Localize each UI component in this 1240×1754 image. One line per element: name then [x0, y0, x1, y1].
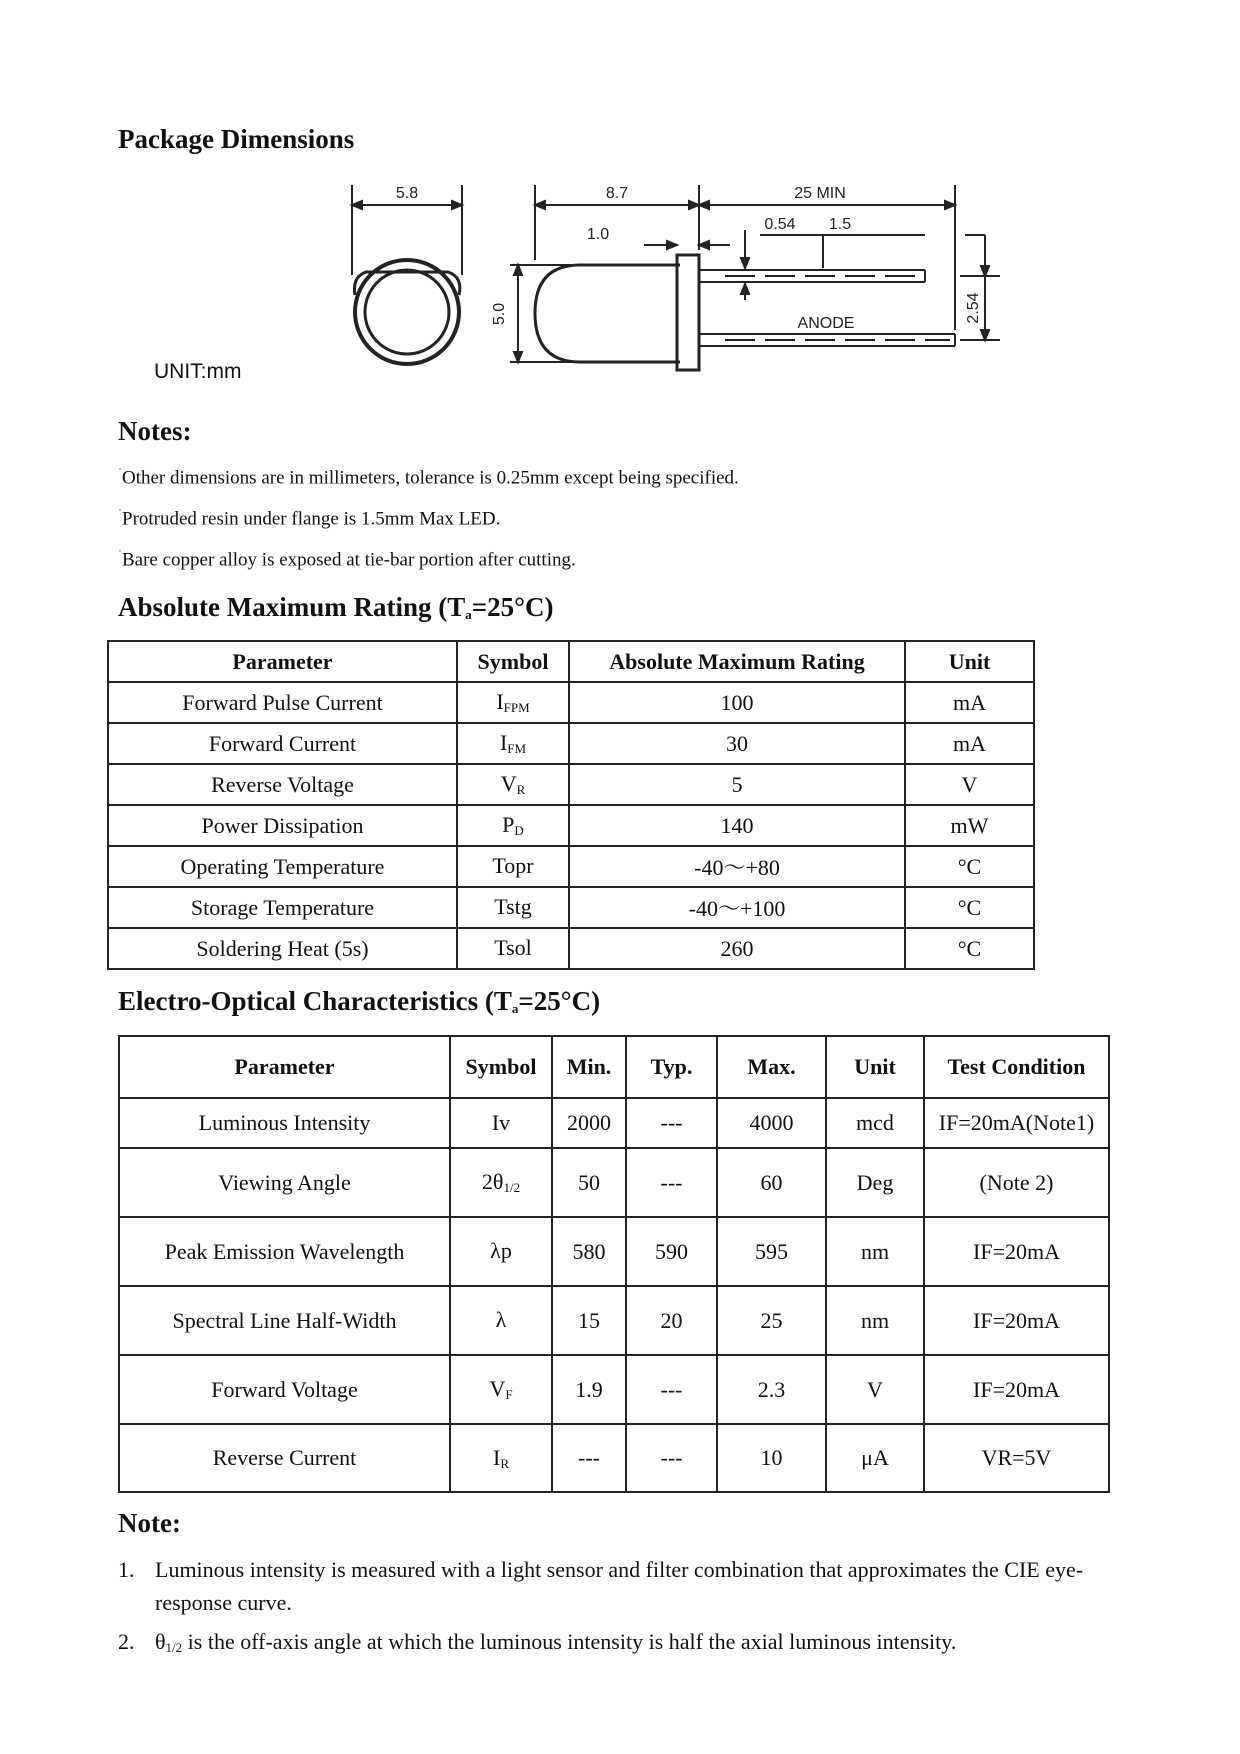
eoc-title: Electro-Optical Characteristics $(T_a=25^\circ C)$ [118, 986, 601, 1016]
dim-1-5: 1.5 [828, 216, 852, 233]
table-row: Forward Voltage $V_F$ 1.9 --- 2.3 V IF=20mA [119, 1355, 1109, 1424]
lens-front-outer [355, 260, 459, 364]
package-dimension-drawing [0, 0, 1240, 400]
table-row: Reverse Current $I_R$ --- --- 10 μA VR=5V [119, 1424, 1109, 1492]
unit-label: UNIT:mm [154, 360, 242, 383]
col-header: Unit [826, 1036, 924, 1098]
notes-title: Notes: [118, 416, 192, 446]
col-header: Unit [905, 641, 1034, 682]
dim-0-54: 0.54 [764, 216, 796, 233]
table-row: Luminous Intensity Iv 2000 --- 4000 mcd IF=20mA(Note1) [119, 1098, 1109, 1148]
table-row: Spectral Line Half-Width λ 15 20 25 nm IF=20mA [119, 1286, 1109, 1355]
table-row: Soldering Heat (5s) Tsol 260 °C [108, 928, 1034, 969]
package-dimensions-title: Package Dimensions [118, 124, 355, 154]
amr-title: Absolute Maximum Rating $(T_a=25^\circ C)$ [118, 592, 554, 622]
electro-optical-table [118, 1035, 1110, 1493]
col-header: Absolute Maximum Rating [569, 641, 905, 682]
dim-25-min: 25 MIN [794, 185, 846, 202]
lens-front-inner [365, 270, 449, 354]
table-row: Power Dissipation $P_D$ 140 mW [108, 805, 1034, 846]
absolute-maximum-rating-table [107, 640, 1035, 970]
table-row: Operating Temperature Topr -40～+80 °C [108, 846, 1034, 887]
dim-8-7: 8.7 [605, 185, 629, 202]
lens-side [535, 265, 680, 362]
col-header: Parameter [108, 641, 457, 682]
dim-1-0: 1.0 [586, 226, 610, 243]
table-row: Storage Temperature Tstg -40～+100 °C [108, 887, 1034, 928]
anode-label: ANODE [797, 315, 855, 332]
col-header: Min. [552, 1036, 626, 1098]
note-item: ˙Other dimensions are in millimeters, tolerance is 0.25mm except being specified. [118, 465, 739, 489]
note-item: ˙Bare copper alloy is exposed at tie-bar portion after cutting. [118, 547, 576, 571]
table-row: Reverse Voltage $V_R$ 5 V [108, 764, 1034, 805]
table-row: Forward Current $I_{FM}$ 30 mA [108, 723, 1034, 764]
dim-5-0: 5.0 [491, 302, 508, 326]
table-row: Forward Pulse Current $I_{FPM}$ 100 mA [108, 682, 1034, 723]
col-header: Test Condition [924, 1036, 1109, 1098]
col-header: Max. [717, 1036, 826, 1098]
footnote-item: 2. $\theta_{1/2}$ is the off-axis angle at which the luminous intensity is half the axial luminous intensity. [118, 1629, 957, 1655]
dim-2-54: 2.54 [965, 292, 982, 324]
col-header: Symbol [457, 641, 569, 682]
table-row: Viewing Angle $2\theta_{1/2}$ 50 --- 60 Deg (Note 2) [119, 1148, 1109, 1217]
table-header-row [119, 1036, 1109, 1098]
flange-side [677, 255, 699, 370]
dim-5-8: 5.8 [395, 185, 419, 202]
footnote-list [118, 1553, 1098, 1664]
footnote-item: 1. Luminous intensity is measured with a light sensor and filter combination that approximates the CIE eye-response curve. [118, 1557, 1084, 1615]
note-item: ˙Protruded resin under flange is 1.5mm Max LED. [118, 506, 501, 530]
table-row: Peak Emission Wavelength λp 580 590 595 nm IF=20mA [119, 1217, 1109, 1286]
col-header: Typ. [626, 1036, 717, 1098]
footnote-title: Note: [118, 1508, 181, 1538]
col-header: Parameter [119, 1036, 450, 1098]
table-header-row [108, 641, 1034, 682]
col-header: Symbol [450, 1036, 552, 1098]
